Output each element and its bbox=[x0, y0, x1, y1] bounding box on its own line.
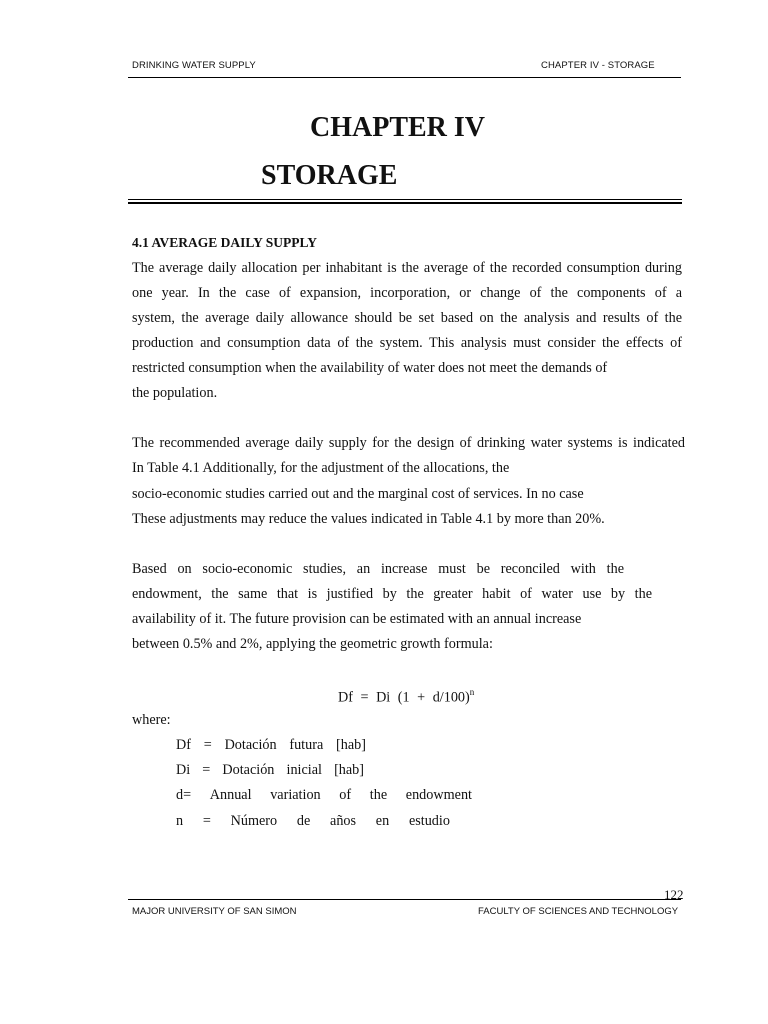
def-token: Annual bbox=[209, 787, 252, 803]
paragraph-line: endowment, the same that is justified by the greater habit of water use by the bbox=[132, 586, 652, 602]
def-token: = bbox=[202, 813, 211, 829]
running-footer-left: MAJOR UNIVERSITY OF SAN SIMON bbox=[132, 906, 297, 917]
chapter-title: CHAPTER IV bbox=[310, 112, 486, 143]
def-token: [hab] bbox=[336, 737, 366, 753]
paragraph-line: socio-economic studies carried out and the marginal cost of services. In no case bbox=[132, 486, 584, 502]
paragraph-line: one year. In the case of expansion, incorporation, or change of the components of a bbox=[132, 285, 682, 301]
paragraph-line: These adjustments may reduce the values indicated in Table 4.1 by more than 20%. bbox=[132, 511, 605, 527]
title-rule-thin bbox=[128, 199, 682, 200]
def-token: [hab] bbox=[334, 762, 364, 778]
def-token: of bbox=[339, 787, 352, 803]
def-token: n bbox=[176, 813, 184, 829]
def-token: futura bbox=[289, 737, 324, 753]
def-token: the bbox=[369, 787, 388, 803]
def-token: Número bbox=[230, 813, 278, 829]
def-token: = bbox=[203, 737, 212, 753]
def-token: estudio bbox=[408, 813, 450, 829]
title-rule-thick bbox=[128, 202, 682, 204]
definition-di bbox=[176, 763, 364, 777]
def-token: en bbox=[375, 813, 390, 829]
paragraph-line: between 0.5% and 2%, applying the geometric growth formula: bbox=[132, 636, 493, 652]
def-token: Df bbox=[176, 737, 191, 753]
paragraph-line: system, the average daily allowance should be set based on the analysis and results of the bbox=[132, 310, 682, 326]
def-token: endowment bbox=[405, 787, 472, 803]
paragraph-line: Based on socio-economic studies, an increase must be reconciled with the bbox=[132, 561, 624, 577]
def-token: d= bbox=[176, 787, 192, 803]
def-token: = bbox=[202, 762, 211, 778]
def-token: años bbox=[330, 813, 357, 829]
page-number: 122 bbox=[664, 887, 684, 902]
definition-n bbox=[176, 814, 450, 828]
paragraph-line: availability of it. The future provision can be estimated with an annual increase bbox=[132, 611, 582, 627]
paragraph-line: The recommended average daily supply for the design of drinking water systems is indicated bbox=[132, 435, 685, 451]
footer-rule bbox=[128, 899, 681, 900]
chapter-subtitle: STORAGE bbox=[261, 160, 398, 191]
where-label: where: bbox=[132, 712, 171, 728]
def-token: variation bbox=[270, 787, 321, 803]
def-token: Di bbox=[176, 762, 191, 778]
running-footer-right: FACULTY OF SCIENCES AND TECHNOLOGY bbox=[478, 906, 679, 917]
def-token: Dotación bbox=[222, 762, 275, 778]
paragraph-line: the population. bbox=[132, 385, 218, 401]
paragraph-line: The average daily allocation per inhabitant is the average of the recorded consumption during bbox=[132, 260, 682, 276]
formula-exponent: n bbox=[469, 687, 475, 697]
formula-main: Df = Di (1 + d/100) bbox=[338, 689, 470, 706]
definition-d bbox=[176, 788, 472, 802]
growth-formula bbox=[338, 688, 474, 707]
paragraph-line: production and consumption data of the system. This analysis must consider the effects of bbox=[132, 335, 682, 351]
running-header-right: CHAPTER IV - STORAGE bbox=[541, 60, 655, 71]
paragraph-line: restricted consumption when the availability of water does not meet the demands of bbox=[132, 360, 608, 376]
def-token: inicial bbox=[286, 762, 322, 778]
def-token: Dotación bbox=[224, 737, 277, 753]
def-token: de bbox=[296, 813, 311, 829]
header-rule bbox=[128, 77, 681, 78]
section-heading: 4.1 AVERAGE DAILY SUPPLY bbox=[132, 235, 318, 250]
paragraph-line: In Table 4.1 Additionally, for the adjustment of the allocations, the bbox=[132, 460, 510, 476]
running-header-left: DRINKING WATER SUPPLY bbox=[132, 60, 256, 71]
definition-df bbox=[176, 738, 366, 752]
